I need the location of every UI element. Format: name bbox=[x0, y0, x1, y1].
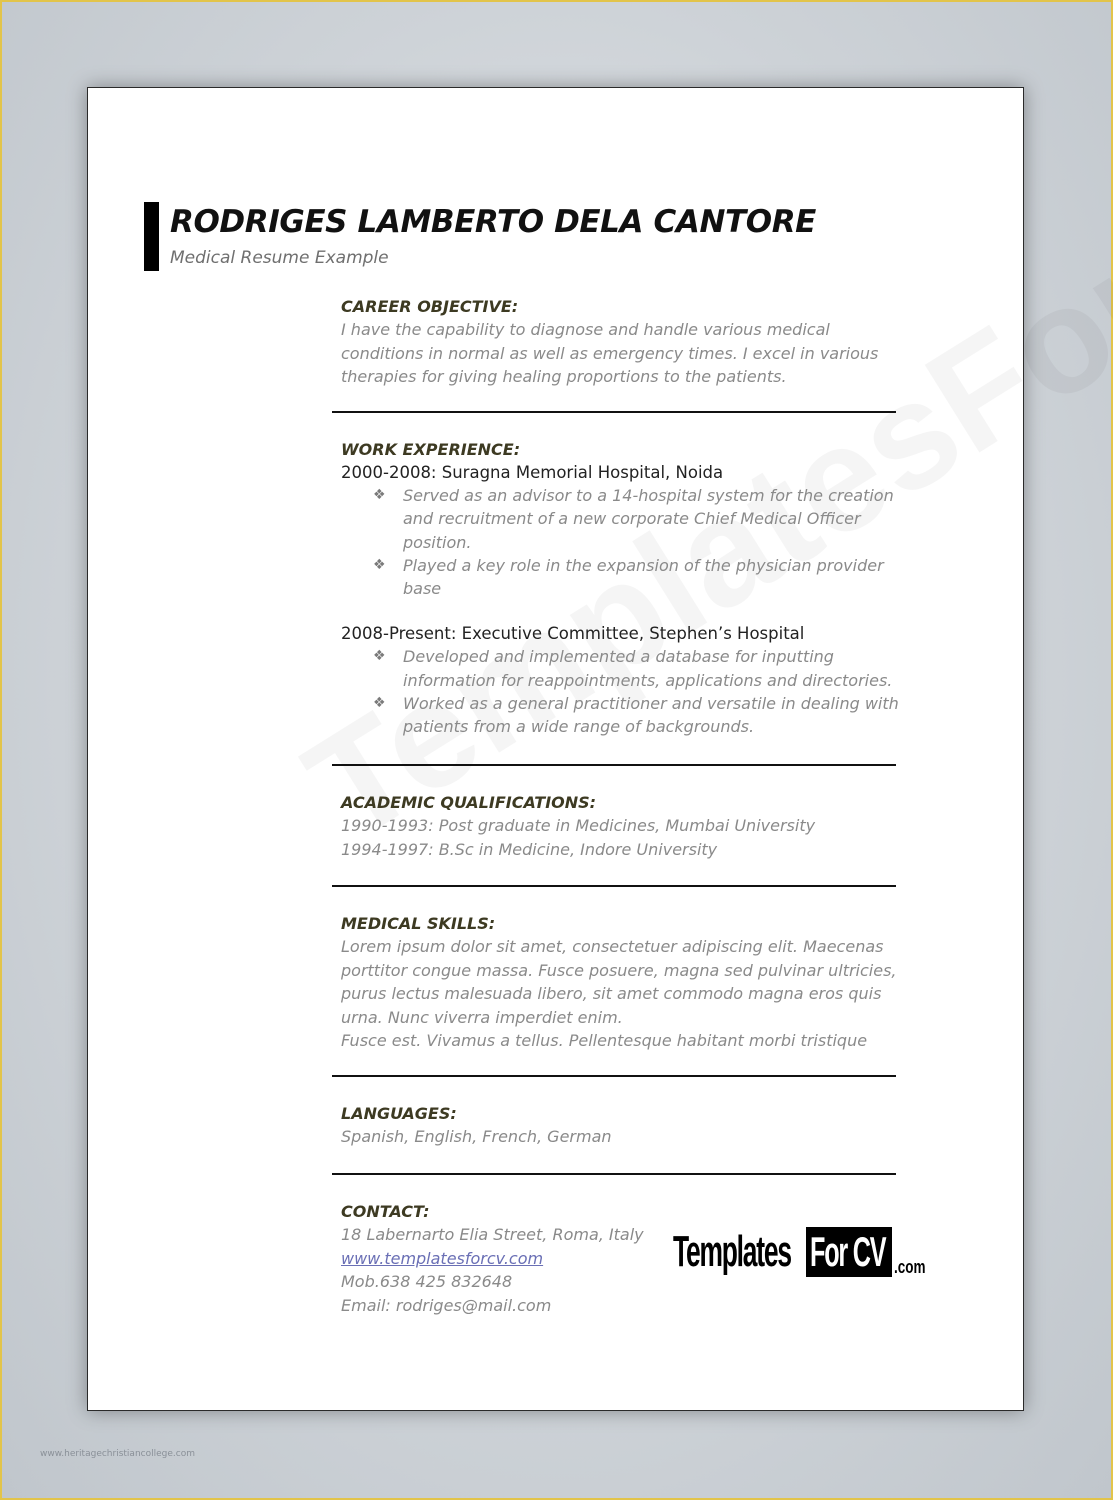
languages-section bbox=[341, 1102, 901, 1149]
source-credit: www.heritagechristiancollege.com bbox=[40, 1449, 195, 1459]
skills-text bbox=[341, 935, 901, 1053]
career-objective-section bbox=[341, 295, 901, 389]
contact-section bbox=[341, 1200, 661, 1317]
contact-phone: Mob.638 425 832648 bbox=[341, 1272, 513, 1291]
text-line: urna. Nunc viverra imperdiet enim. bbox=[341, 1007, 623, 1027]
career-objective-text bbox=[341, 318, 901, 389]
text-line: patients from a wide range of backgrounds. bbox=[403, 717, 755, 737]
logo-text-forcv: For CV bbox=[810, 1228, 886, 1275]
resume-subtitle: Medical Resume Example bbox=[170, 248, 389, 268]
text-line: Served as an advisor to a 14-hospital system for the creation bbox=[403, 486, 894, 505]
contact-details bbox=[341, 1223, 661, 1317]
list-item bbox=[341, 692, 901, 739]
section-divider bbox=[332, 411, 896, 413]
candidate-name: RODRIGES LAMBERTO DELA CANTORE bbox=[170, 204, 816, 240]
medical-skills-section bbox=[341, 912, 901, 1053]
text-line: Worked as a general practitioner and versatile in dealing with bbox=[403, 694, 899, 714]
four-diamond-bullet-icon: ❖ bbox=[373, 648, 386, 665]
section-divider bbox=[332, 1075, 896, 1077]
contact-address: 18 Labernarto Elia Street, Roma, Italy bbox=[341, 1225, 644, 1244]
job-title: 2008-Present: Executive Committee, Stephen’s Hospital bbox=[341, 624, 805, 644]
section-heading: MEDICAL SKILLS: bbox=[341, 914, 496, 933]
languages-text: Spanish, English, French, German bbox=[341, 1127, 612, 1146]
text-line: information for reappointments, applications and directories. bbox=[403, 670, 893, 690]
four-diamond-bullet-icon: ❖ bbox=[373, 556, 386, 573]
section-divider bbox=[332, 764, 896, 766]
section-heading: ACADEMIC QUALIFICATIONS: bbox=[341, 793, 597, 812]
website-link[interactable]: www.templatesforcv.com bbox=[341, 1248, 544, 1268]
logo-text-com: .com bbox=[894, 1257, 926, 1277]
academic-list bbox=[341, 814, 901, 861]
job-title: 2000-2008: Suragna Memorial Hospital, Noida bbox=[341, 463, 724, 482]
section-divider bbox=[332, 1173, 896, 1175]
logo-box bbox=[806, 1227, 892, 1277]
text-line: position. bbox=[403, 532, 472, 552]
text-line: therapies for giving healing proportions to the patients. bbox=[341, 367, 787, 386]
text-line: purus lectus malesuada libero, sit amet commodo magna eros quis bbox=[341, 984, 882, 1003]
section-divider bbox=[332, 885, 896, 887]
templatesforcv-logo bbox=[673, 1215, 936, 1277]
list-item bbox=[341, 645, 901, 692]
section-heading: CAREER OBJECTIVE: bbox=[341, 297, 519, 316]
section-heading: WORK EXPERIENCE: bbox=[341, 440, 521, 459]
text-line: conditions in normal as well as emergency times. I excel in various bbox=[341, 343, 879, 363]
list-item bbox=[341, 484, 901, 554]
text-line: Fusce est. Vivamus a tellus. Pellentesque habitant morbi tristique bbox=[341, 1031, 868, 1050]
text-line: base bbox=[403, 579, 442, 599]
academic-section bbox=[341, 791, 901, 861]
text-line: Played a key role in the expansion of the physician provider bbox=[403, 555, 884, 575]
work-experience-section bbox=[341, 438, 901, 739]
text-line: Developed and implemented a database for inputting bbox=[403, 647, 834, 667]
text-line: Lorem ipsum dolor sit amet, consectetuer adipiscing elit. Maecenas bbox=[341, 937, 884, 956]
contact-email: Email: rodriges@mail.com bbox=[341, 1295, 552, 1315]
text-line: porttitor congue massa. Fusce posuere, magna sed pulvinar ultricies, bbox=[341, 960, 897, 980]
text-line: 1990-1993: Post graduate in Medicines, Mumbai University bbox=[341, 816, 816, 835]
section-heading: CONTACT: bbox=[341, 1202, 430, 1221]
four-diamond-bullet-icon: ❖ bbox=[373, 487, 386, 503]
text-line: and recruitment of a new corporate Chief Medical Officer bbox=[403, 509, 861, 529]
text-line: I have the capability to diagnose and handle various medical bbox=[341, 320, 830, 339]
name-accent-bar bbox=[144, 202, 159, 271]
list-item bbox=[341, 554, 901, 601]
section-heading: LANGUAGES: bbox=[341, 1104, 457, 1123]
text-line: 1994-1997: B.Sc in Medicine, Indore University bbox=[341, 839, 718, 859]
four-diamond-bullet-icon: ❖ bbox=[373, 695, 386, 712]
logo-text-templates: Templates bbox=[673, 1227, 791, 1276]
resume-page bbox=[87, 87, 1024, 1411]
